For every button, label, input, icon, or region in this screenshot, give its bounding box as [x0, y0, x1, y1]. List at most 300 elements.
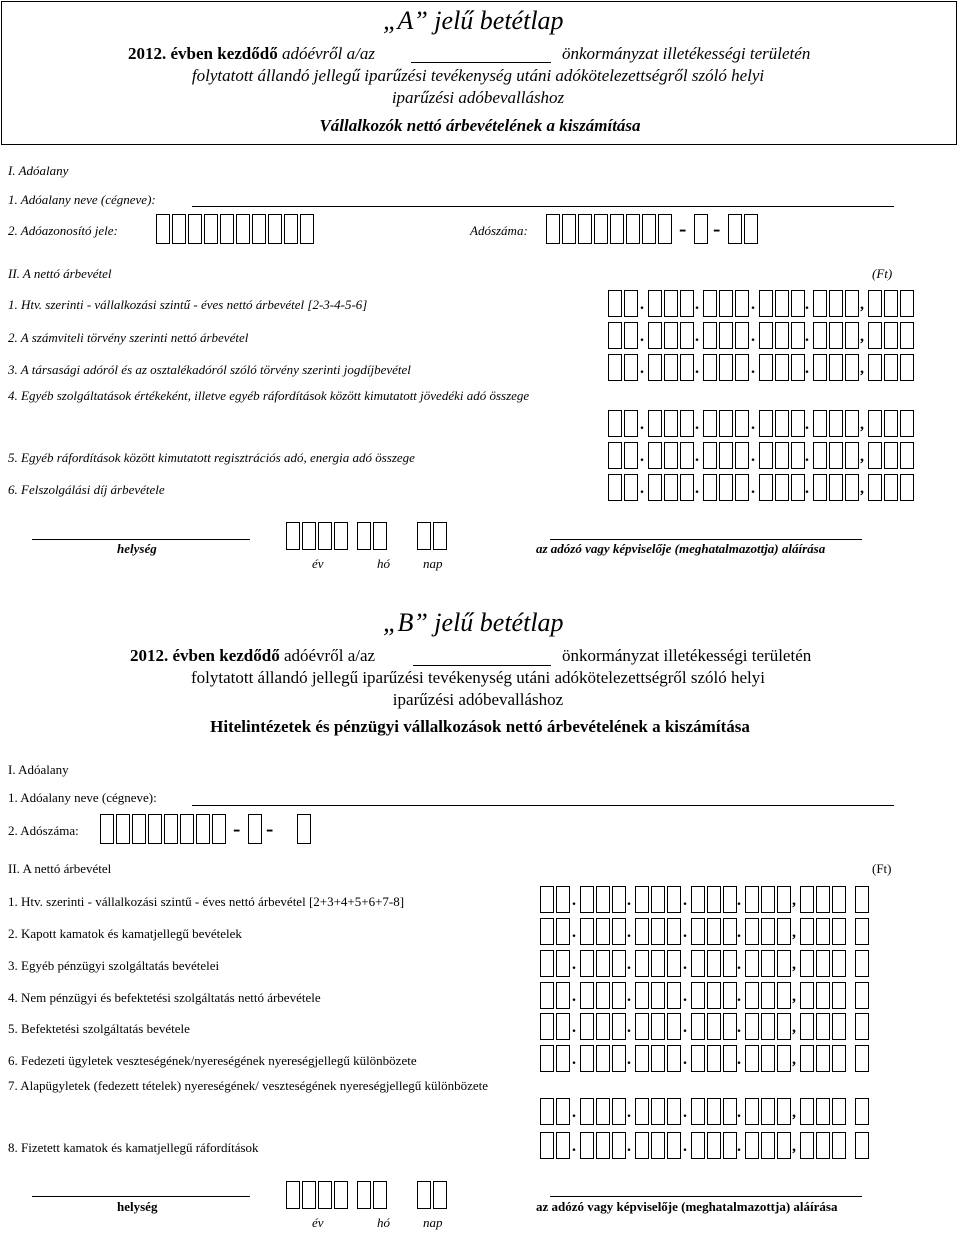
amount-digit-box[interactable]	[580, 886, 594, 913]
amount-digit-box[interactable]	[855, 886, 869, 913]
amount-digit-box[interactable]	[612, 1045, 626, 1072]
amount-digit-box[interactable]	[884, 290, 898, 317]
amount-digit-box[interactable]	[635, 886, 649, 913]
sheet-a-signature-line[interactable]	[550, 538, 862, 540]
amount-digit-box[interactable]	[832, 950, 846, 977]
amount-digit-box[interactable]	[800, 982, 814, 1009]
amount-digit-box[interactable]	[777, 1132, 791, 1159]
amount-digit-box[interactable]	[832, 982, 846, 1009]
amount-digit-box[interactable]	[540, 1013, 554, 1040]
amount-digit-box[interactable]	[761, 1132, 775, 1159]
year-digit-box[interactable]	[318, 522, 332, 550]
amount-digit-box[interactable]	[735, 442, 749, 469]
tax-number-digit-box[interactable]	[594, 214, 608, 244]
amount-digit-box[interactable]	[612, 1098, 626, 1125]
amount-digit-box[interactable]	[813, 410, 827, 437]
amount-digit-box[interactable]	[596, 1013, 610, 1040]
amount-digit-box[interactable]	[775, 322, 789, 349]
amount-digit-box[interactable]	[580, 950, 594, 977]
amount-digit-box[interactable]	[667, 1132, 681, 1159]
amount-digit-box[interactable]	[829, 410, 843, 437]
amount-digit-box[interactable]	[832, 1013, 846, 1040]
amount-digit-box[interactable]	[900, 354, 914, 381]
amount-digit-box[interactable]	[800, 886, 814, 913]
amount-digit-box[interactable]	[761, 982, 775, 1009]
amount-digit-box[interactable]	[635, 1045, 649, 1072]
amount-digit-box[interactable]	[868, 322, 882, 349]
amount-digit-box[interactable]	[540, 982, 554, 1009]
amount-digit-box[interactable]	[775, 442, 789, 469]
amount-digit-box[interactable]	[580, 1132, 594, 1159]
amount-digit-box[interactable]	[648, 474, 662, 501]
amount-digit-box[interactable]	[723, 1045, 737, 1072]
amount-digit-box[interactable]	[719, 410, 733, 437]
amount-digit-box[interactable]	[745, 982, 759, 1009]
year-digit-box[interactable]	[334, 1181, 348, 1209]
sheet-a-place-line[interactable]	[32, 538, 250, 540]
amount-digit-box[interactable]	[707, 1098, 721, 1125]
amount-digit-box[interactable]	[664, 322, 678, 349]
amount-digit-box[interactable]	[719, 354, 733, 381]
amount-digit-box[interactable]	[868, 290, 882, 317]
amount-digit-box[interactable]	[703, 410, 717, 437]
amount-digit-box[interactable]	[813, 442, 827, 469]
amount-digit-box[interactable]	[596, 950, 610, 977]
sheet-a-municipality-blank[interactable]	[411, 61, 551, 63]
amount-digit-box[interactable]	[791, 322, 805, 349]
amount-digit-box[interactable]	[868, 474, 882, 501]
amount-digit-box[interactable]	[816, 1132, 830, 1159]
amount-digit-box[interactable]	[759, 442, 773, 469]
tax-number-digit-box[interactable]	[578, 214, 592, 244]
amount-digit-box[interactable]	[664, 442, 678, 469]
tax-id-digit-box[interactable]	[220, 214, 234, 244]
amount-digit-box[interactable]	[608, 354, 622, 381]
amount-digit-box[interactable]	[540, 918, 554, 945]
tax-number-digit-box[interactable]	[297, 814, 311, 844]
amount-digit-box[interactable]	[608, 442, 622, 469]
amount-digit-box[interactable]	[845, 322, 859, 349]
amount-digit-box[interactable]	[759, 410, 773, 437]
amount-digit-box[interactable]	[707, 1045, 721, 1072]
amount-digit-box[interactable]	[777, 886, 791, 913]
amount-digit-box[interactable]	[680, 322, 694, 349]
amount-digit-box[interactable]	[816, 1098, 830, 1125]
amount-digit-box[interactable]	[813, 474, 827, 501]
amount-digit-box[interactable]	[556, 918, 570, 945]
amount-digit-box[interactable]	[829, 474, 843, 501]
amount-digit-box[interactable]	[761, 1098, 775, 1125]
year-digit-box[interactable]	[286, 1181, 300, 1209]
amount-digit-box[interactable]	[608, 474, 622, 501]
amount-digit-box[interactable]	[723, 982, 737, 1009]
amount-digit-box[interactable]	[735, 322, 749, 349]
tax-id-digit-box[interactable]	[172, 214, 186, 244]
amount-digit-box[interactable]	[691, 1132, 705, 1159]
amount-digit-box[interactable]	[667, 886, 681, 913]
amount-digit-box[interactable]	[612, 886, 626, 913]
amount-digit-box[interactable]	[800, 950, 814, 977]
amount-digit-box[interactable]	[775, 474, 789, 501]
amount-digit-box[interactable]	[664, 410, 678, 437]
amount-digit-box[interactable]	[707, 1013, 721, 1040]
amount-digit-box[interactable]	[723, 886, 737, 913]
amount-digit-box[interactable]	[680, 410, 694, 437]
tax-number-digit-box[interactable]	[744, 214, 758, 244]
day-digit-box[interactable]	[417, 1181, 431, 1209]
tax-number-digit-box[interactable]	[610, 214, 624, 244]
amount-digit-box[interactable]	[845, 410, 859, 437]
amount-digit-box[interactable]	[667, 1098, 681, 1125]
amount-digit-box[interactable]	[900, 290, 914, 317]
year-digit-box[interactable]	[334, 522, 348, 550]
amount-digit-box[interactable]	[759, 474, 773, 501]
amount-digit-box[interactable]	[691, 950, 705, 977]
tax-number-digit-box[interactable]	[196, 814, 210, 844]
amount-digit-box[interactable]	[651, 1013, 665, 1040]
amount-digit-box[interactable]	[540, 1098, 554, 1125]
amount-digit-box[interactable]	[651, 886, 665, 913]
amount-digit-box[interactable]	[703, 474, 717, 501]
amount-digit-box[interactable]	[759, 290, 773, 317]
amount-digit-box[interactable]	[580, 1098, 594, 1125]
amount-digit-box[interactable]	[777, 950, 791, 977]
tax-number-digit-box[interactable]	[212, 814, 226, 844]
amount-digit-box[interactable]	[829, 354, 843, 381]
amount-digit-box[interactable]	[651, 982, 665, 1009]
amount-digit-box[interactable]	[556, 1013, 570, 1040]
amount-digit-box[interactable]	[829, 322, 843, 349]
amount-digit-box[interactable]	[556, 1132, 570, 1159]
amount-digit-box[interactable]	[635, 918, 649, 945]
amount-digit-box[interactable]	[900, 410, 914, 437]
amount-digit-box[interactable]	[635, 1132, 649, 1159]
amount-digit-box[interactable]	[556, 982, 570, 1009]
amount-digit-box[interactable]	[556, 886, 570, 913]
amount-digit-box[interactable]	[707, 950, 721, 977]
amount-digit-box[interactable]	[884, 474, 898, 501]
amount-digit-box[interactable]	[596, 886, 610, 913]
amount-digit-box[interactable]	[667, 918, 681, 945]
amount-digit-box[interactable]	[855, 1098, 869, 1125]
tax-id-digit-box[interactable]	[236, 214, 250, 244]
amount-digit-box[interactable]	[707, 982, 721, 1009]
tax-number-digit-box[interactable]	[658, 214, 672, 244]
amount-digit-box[interactable]	[540, 950, 554, 977]
month-digit-box[interactable]	[373, 522, 387, 550]
amount-digit-box[interactable]	[624, 474, 638, 501]
year-digit-box[interactable]	[286, 522, 300, 550]
amount-digit-box[interactable]	[816, 1013, 830, 1040]
amount-digit-box[interactable]	[813, 322, 827, 349]
amount-digit-box[interactable]	[813, 354, 827, 381]
amount-digit-box[interactable]	[745, 1013, 759, 1040]
amount-digit-box[interactable]	[719, 442, 733, 469]
tax-number-digit-box[interactable]	[164, 814, 178, 844]
amount-digit-box[interactable]	[635, 982, 649, 1009]
sheet-b-taxpayer-name-field[interactable]	[192, 804, 894, 806]
amount-digit-box[interactable]	[735, 354, 749, 381]
amount-digit-box[interactable]	[759, 322, 773, 349]
amount-digit-box[interactable]	[884, 410, 898, 437]
amount-digit-box[interactable]	[845, 354, 859, 381]
amount-digit-box[interactable]	[648, 354, 662, 381]
amount-digit-box[interactable]	[596, 1098, 610, 1125]
amount-digit-box[interactable]	[745, 1098, 759, 1125]
tax-number-digit-box[interactable]	[180, 814, 194, 844]
amount-digit-box[interactable]	[775, 354, 789, 381]
amount-digit-box[interactable]	[855, 982, 869, 1009]
amount-digit-box[interactable]	[608, 410, 622, 437]
amount-digit-box[interactable]	[791, 410, 805, 437]
amount-digit-box[interactable]	[612, 1132, 626, 1159]
tax-id-digit-box[interactable]	[252, 214, 266, 244]
amount-digit-box[interactable]	[855, 918, 869, 945]
tax-id-digit-box[interactable]	[268, 214, 282, 244]
amount-digit-box[interactable]	[540, 1045, 554, 1072]
amount-digit-box[interactable]	[816, 982, 830, 1009]
amount-digit-box[interactable]	[832, 1132, 846, 1159]
month-digit-box[interactable]	[357, 1181, 371, 1209]
amount-digit-box[interactable]	[761, 950, 775, 977]
amount-digit-box[interactable]	[816, 1045, 830, 1072]
amount-digit-box[interactable]	[777, 918, 791, 945]
year-digit-box[interactable]	[302, 1181, 316, 1209]
amount-digit-box[interactable]	[761, 1013, 775, 1040]
amount-digit-box[interactable]	[635, 1013, 649, 1040]
amount-digit-box[interactable]	[884, 354, 898, 381]
amount-digit-box[interactable]	[775, 290, 789, 317]
amount-digit-box[interactable]	[691, 1013, 705, 1040]
amount-digit-box[interactable]	[884, 322, 898, 349]
amount-digit-box[interactable]	[800, 1045, 814, 1072]
amount-digit-box[interactable]	[745, 1045, 759, 1072]
year-digit-box[interactable]	[318, 1181, 332, 1209]
amount-digit-box[interactable]	[612, 1013, 626, 1040]
tax-number-digit-box[interactable]	[694, 214, 708, 244]
tax-id-digit-box[interactable]	[284, 214, 298, 244]
amount-digit-box[interactable]	[703, 290, 717, 317]
amount-digit-box[interactable]	[800, 1132, 814, 1159]
amount-digit-box[interactable]	[664, 354, 678, 381]
amount-digit-box[interactable]	[648, 442, 662, 469]
amount-digit-box[interactable]	[703, 442, 717, 469]
amount-digit-box[interactable]	[723, 1013, 737, 1040]
amount-digit-box[interactable]	[624, 354, 638, 381]
amount-digit-box[interactable]	[791, 442, 805, 469]
amount-digit-box[interactable]	[884, 442, 898, 469]
amount-digit-box[interactable]	[664, 474, 678, 501]
amount-digit-box[interactable]	[868, 354, 882, 381]
amount-digit-box[interactable]	[723, 1098, 737, 1125]
amount-digit-box[interactable]	[735, 474, 749, 501]
tax-number-digit-box[interactable]	[728, 214, 742, 244]
amount-digit-box[interactable]	[691, 918, 705, 945]
amount-digit-box[interactable]	[800, 918, 814, 945]
amount-digit-box[interactable]	[556, 950, 570, 977]
amount-digit-box[interactable]	[791, 474, 805, 501]
amount-digit-box[interactable]	[667, 1013, 681, 1040]
amount-digit-box[interactable]	[624, 442, 638, 469]
amount-digit-box[interactable]	[707, 918, 721, 945]
amount-digit-box[interactable]	[680, 474, 694, 501]
amount-digit-box[interactable]	[680, 442, 694, 469]
amount-digit-box[interactable]	[707, 886, 721, 913]
month-digit-box[interactable]	[357, 522, 371, 550]
amount-digit-box[interactable]	[624, 322, 638, 349]
tax-number-digit-box[interactable]	[116, 814, 130, 844]
amount-digit-box[interactable]	[777, 1013, 791, 1040]
amount-digit-box[interactable]	[635, 1098, 649, 1125]
amount-digit-box[interactable]	[707, 1132, 721, 1159]
amount-digit-box[interactable]	[691, 982, 705, 1009]
amount-digit-box[interactable]	[651, 1132, 665, 1159]
amount-digit-box[interactable]	[800, 1013, 814, 1040]
tax-number-digit-box[interactable]	[626, 214, 640, 244]
amount-digit-box[interactable]	[761, 1045, 775, 1072]
amount-digit-box[interactable]	[761, 886, 775, 913]
amount-digit-box[interactable]	[624, 410, 638, 437]
amount-digit-box[interactable]	[703, 322, 717, 349]
amount-digit-box[interactable]	[719, 290, 733, 317]
amount-digit-box[interactable]	[664, 290, 678, 317]
amount-digit-box[interactable]	[556, 1045, 570, 1072]
amount-digit-box[interactable]	[816, 918, 830, 945]
amount-digit-box[interactable]	[791, 354, 805, 381]
amount-digit-box[interactable]	[608, 322, 622, 349]
amount-digit-box[interactable]	[691, 1098, 705, 1125]
amount-digit-box[interactable]	[868, 442, 882, 469]
amount-digit-box[interactable]	[667, 950, 681, 977]
amount-digit-box[interactable]	[719, 474, 733, 501]
amount-digit-box[interactable]	[648, 290, 662, 317]
day-digit-box[interactable]	[433, 522, 447, 550]
amount-digit-box[interactable]	[855, 1132, 869, 1159]
day-digit-box[interactable]	[417, 522, 431, 550]
amount-digit-box[interactable]	[624, 290, 638, 317]
amount-digit-box[interactable]	[723, 1132, 737, 1159]
amount-digit-box[interactable]	[612, 950, 626, 977]
amount-digit-box[interactable]	[680, 290, 694, 317]
amount-digit-box[interactable]	[612, 918, 626, 945]
amount-digit-box[interactable]	[832, 1045, 846, 1072]
amount-digit-box[interactable]	[596, 1045, 610, 1072]
tax-id-digit-box[interactable]	[156, 214, 170, 244]
tax-number-digit-box[interactable]	[546, 214, 560, 244]
amount-digit-box[interactable]	[596, 918, 610, 945]
sheet-b-municipality-blank[interactable]	[413, 664, 551, 666]
sheet-b-signature-line[interactable]	[550, 1195, 862, 1197]
amount-digit-box[interactable]	[540, 886, 554, 913]
amount-digit-box[interactable]	[855, 1013, 869, 1040]
amount-digit-box[interactable]	[608, 290, 622, 317]
amount-digit-box[interactable]	[667, 1045, 681, 1072]
amount-digit-box[interactable]	[651, 1045, 665, 1072]
amount-digit-box[interactable]	[723, 918, 737, 945]
amount-digit-box[interactable]	[800, 1098, 814, 1125]
amount-digit-box[interactable]	[680, 354, 694, 381]
tax-number-digit-box[interactable]	[148, 814, 162, 844]
tax-id-digit-box[interactable]	[204, 214, 218, 244]
amount-digit-box[interactable]	[855, 950, 869, 977]
amount-digit-box[interactable]	[775, 410, 789, 437]
amount-digit-box[interactable]	[855, 1045, 869, 1072]
amount-digit-box[interactable]	[580, 1045, 594, 1072]
amount-digit-box[interactable]	[816, 886, 830, 913]
amount-digit-box[interactable]	[580, 918, 594, 945]
amount-digit-box[interactable]	[745, 1132, 759, 1159]
amount-digit-box[interactable]	[845, 474, 859, 501]
amount-digit-box[interactable]	[580, 1013, 594, 1040]
month-digit-box[interactable]	[373, 1181, 387, 1209]
amount-digit-box[interactable]	[667, 982, 681, 1009]
amount-digit-box[interactable]	[829, 290, 843, 317]
amount-digit-box[interactable]	[651, 918, 665, 945]
amount-digit-box[interactable]	[635, 950, 649, 977]
amount-digit-box[interactable]	[719, 322, 733, 349]
sheet-b-place-line[interactable]	[32, 1195, 250, 1197]
amount-digit-box[interactable]	[745, 950, 759, 977]
tax-number-digit-box[interactable]	[132, 814, 146, 844]
amount-digit-box[interactable]	[900, 322, 914, 349]
amount-digit-box[interactable]	[651, 950, 665, 977]
amount-digit-box[interactable]	[777, 1045, 791, 1072]
amount-digit-box[interactable]	[612, 982, 626, 1009]
amount-digit-box[interactable]	[777, 982, 791, 1009]
amount-digit-box[interactable]	[813, 290, 827, 317]
year-digit-box[interactable]	[302, 522, 316, 550]
amount-digit-box[interactable]	[556, 1098, 570, 1125]
amount-digit-box[interactable]	[580, 982, 594, 1009]
amount-digit-box[interactable]	[900, 442, 914, 469]
amount-digit-box[interactable]	[691, 1045, 705, 1072]
amount-digit-box[interactable]	[735, 410, 749, 437]
amount-digit-box[interactable]	[735, 290, 749, 317]
amount-digit-box[interactable]	[745, 886, 759, 913]
day-digit-box[interactable]	[433, 1181, 447, 1209]
tax-id-digit-box[interactable]	[300, 214, 314, 244]
tax-number-digit-box[interactable]	[562, 214, 576, 244]
amount-digit-box[interactable]	[651, 1098, 665, 1125]
amount-digit-box[interactable]	[868, 410, 882, 437]
amount-digit-box[interactable]	[900, 474, 914, 501]
amount-digit-box[interactable]	[832, 886, 846, 913]
tax-number-digit-box[interactable]	[642, 214, 656, 244]
amount-digit-box[interactable]	[691, 886, 705, 913]
tax-number-digit-box[interactable]	[100, 814, 114, 844]
amount-digit-box[interactable]	[761, 918, 775, 945]
amount-digit-box[interactable]	[791, 290, 805, 317]
amount-digit-box[interactable]	[703, 354, 717, 381]
amount-digit-box[interactable]	[648, 322, 662, 349]
amount-digit-box[interactable]	[540, 1132, 554, 1159]
amount-digit-box[interactable]	[759, 354, 773, 381]
amount-digit-box[interactable]	[845, 442, 859, 469]
sheet-a-taxpayer-name-field[interactable]	[192, 205, 894, 207]
tax-number-digit-box[interactable]	[248, 814, 262, 844]
amount-digit-box[interactable]	[745, 918, 759, 945]
amount-digit-box[interactable]	[596, 1132, 610, 1159]
amount-digit-box[interactable]	[723, 950, 737, 977]
amount-digit-box[interactable]	[596, 982, 610, 1009]
amount-digit-box[interactable]	[845, 290, 859, 317]
tax-id-digit-box[interactable]	[188, 214, 202, 244]
amount-digit-box[interactable]	[829, 442, 843, 469]
amount-digit-box[interactable]	[832, 1098, 846, 1125]
amount-digit-box[interactable]	[648, 410, 662, 437]
amount-digit-box[interactable]	[816, 950, 830, 977]
amount-digit-box[interactable]	[832, 918, 846, 945]
